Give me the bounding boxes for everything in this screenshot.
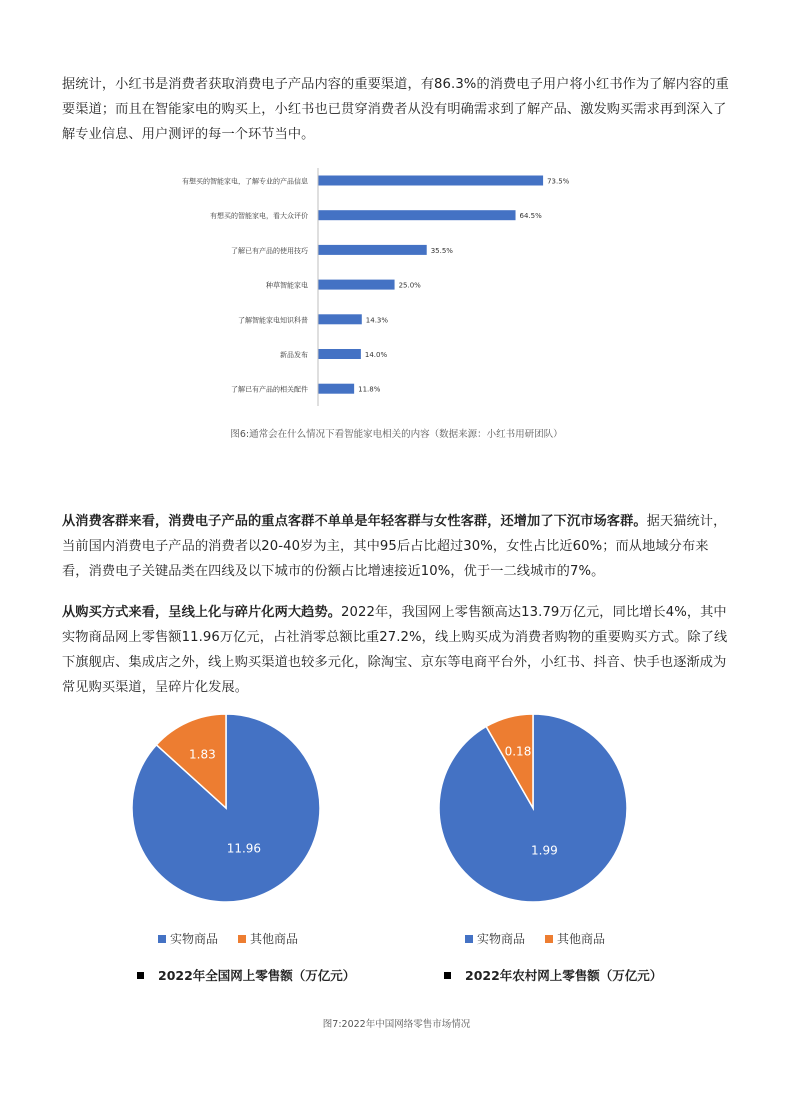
- bar-value-label: 35.5%: [430, 246, 453, 255]
- legend-swatch-other: [545, 935, 553, 943]
- pie-title: 2022年全国网上零售额（万亿元）: [158, 968, 356, 983]
- bar: [318, 384, 354, 394]
- bar: [318, 280, 395, 290]
- bar-category-label: 新品发布: [280, 351, 308, 359]
- bar-value-label: 73.5%: [547, 177, 570, 186]
- pie-label-major: 1.99: [531, 843, 558, 858]
- legend-swatch-physical: [158, 935, 166, 943]
- bar-category-label: 有想买的智能家电，看大众评价: [210, 212, 308, 221]
- figure-6-caption: 图6:通常会在什么情况下看智能家电相关的内容（数据来源：小红书用研团队）: [230, 429, 563, 440]
- legend-swatch-other: [238, 935, 246, 943]
- legend-label-physical: 实物商品: [477, 932, 526, 946]
- title-bullet: [444, 972, 451, 979]
- bar-value-label: 14.3%: [365, 316, 389, 325]
- bar-category-label: 了解智能家电知识科普: [238, 316, 308, 325]
- bar-value-label: 11.8%: [358, 385, 381, 394]
- pie-chart-rural: [423, 700, 673, 1000]
- bar-value-label: 64.5%: [519, 212, 542, 221]
- bar: [318, 176, 543, 186]
- pie-chart-national: [116, 700, 366, 1000]
- bar: [318, 349, 361, 359]
- intro-paragraph: 据统计，小红书是消费者获取消费电子产品内容的重要渠道，有86.3%的消费电子用户将小红书作为了解内容的重要渠道；而且在智能家电的购买上，小红书也已贯穿消费者从没有明确需求到了解产品、激发购买需求再到深入了解专业信息、用户测评的每一个环节当中。: [62, 77, 729, 142]
- bar-category-label: 种草智能家电: [266, 281, 308, 290]
- bar-value-label: 14.0%: [364, 351, 388, 359]
- purchase-mode-lead: 从购买方式来看，呈线上化与碎片化两大趋势。: [62, 605, 342, 620]
- purchase-mode-paragraph: [62, 600, 732, 700]
- title-bullet: [137, 972, 144, 979]
- legend-label-other: 其他商品: [250, 932, 299, 946]
- legend-label-other: 其他商品: [557, 932, 606, 946]
- consumer-group-paragraph: [62, 509, 732, 584]
- pie-title: 2022年农村网上零售额（万亿元）: [465, 968, 663, 983]
- consumer-group-lead: 从消费客群来看，消费电子产品的重点客群不单单是年轻客群与女性客群，还增加了下沉市场客群。: [62, 514, 647, 529]
- consumer-group-text: 据天猫统计，当前国内消费电子产品的消费者以20-40岁为主，其中95后占比超过30%，女性占比近60%；而从地域分布来看，消费电子关键品类在四线及以下城市的份额占比增速接近10%，优于一二线城市的7%。: [62, 514, 727, 579]
- bar: [318, 245, 427, 255]
- bar-chart: [150, 166, 610, 408]
- legend-swatch-physical: [465, 935, 473, 943]
- bar-category-label: 了解已有产品的相关配件: [231, 385, 308, 394]
- figure-7-caption: 图7:2022年中国网络零售市场情况: [322, 1019, 471, 1030]
- bar: [318, 210, 516, 220]
- pie-label-major: 11.96: [226, 841, 262, 856]
- purchase-mode-text: 2022年，我国网上零售额高达13.79万亿元，同比增长4%，其中实物商品网上零售额11.96万亿元，占社消零总额比重27.2%，线上购买成为消费者购物的重要购买方式。除了线下旗舰店、集成店之外，线上购买渠道也较多元化，除淘宝、京东等电商平台外，小红书、抖音、快手也逐渐成为常见购买渠道，呈碎片化发展。: [62, 605, 728, 695]
- bar-category-label: 有想买的智能家电，了解专业的产品信息: [182, 177, 308, 186]
- legend-label-physical: 实物商品: [170, 932, 219, 946]
- pie-label-minor: 0.18: [504, 744, 532, 759]
- pie-label-minor: 1.83: [189, 747, 216, 762]
- bar: [318, 314, 362, 324]
- bar-category-label: 了解已有产品的使用技巧: [231, 246, 308, 255]
- bar-value-label: 25.0%: [398, 281, 421, 290]
